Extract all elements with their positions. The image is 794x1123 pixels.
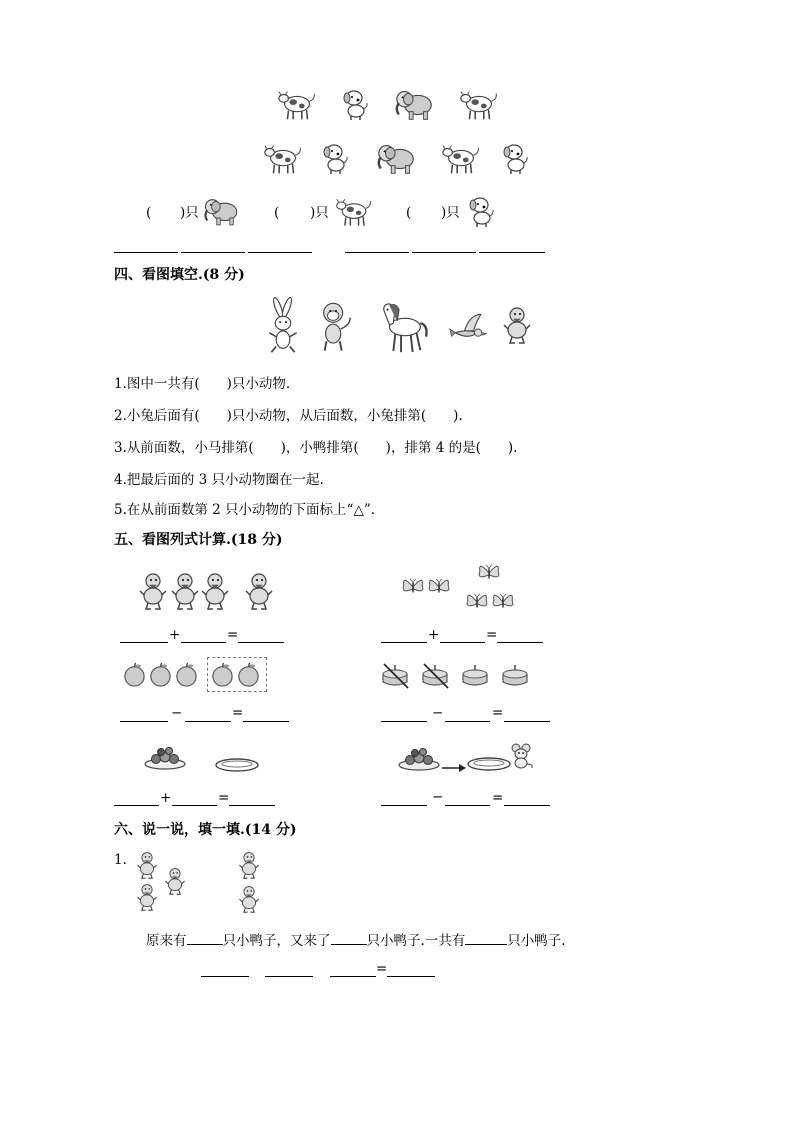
puppy-icon bbox=[340, 86, 370, 122]
puppy-icon bbox=[320, 140, 350, 176]
section-5-title: 五、看图列式计算.(18 分) bbox=[114, 532, 283, 548]
duck-icon bbox=[138, 568, 168, 614]
equals-sign: = bbox=[492, 705, 504, 721]
question-1: 1.图中一共有( )只小动物. bbox=[114, 376, 291, 392]
blank-line bbox=[265, 976, 313, 977]
sentence-part-4: 只小鸭子. bbox=[507, 933, 566, 949]
duck-icon bbox=[244, 568, 274, 614]
butterfly-icon bbox=[478, 563, 500, 583]
cross-out-mark bbox=[382, 660, 410, 690]
blank-line bbox=[120, 642, 168, 643]
blank-line bbox=[181, 642, 226, 643]
blank-line bbox=[504, 721, 550, 722]
blank-line bbox=[185, 721, 231, 722]
duck-icon bbox=[136, 850, 158, 880]
fruit-plate-icon bbox=[142, 745, 188, 771]
blank-line bbox=[445, 805, 490, 806]
arrow-right-icon bbox=[441, 758, 467, 768]
blank-line bbox=[440, 642, 485, 643]
count-prompt-left: ( bbox=[146, 205, 152, 221]
apple-icon bbox=[174, 662, 199, 687]
equals-sign: = bbox=[232, 705, 244, 721]
equals-sign: = bbox=[218, 790, 230, 806]
blank-line bbox=[381, 721, 427, 722]
question-3: 3.从前面数，小马排第( )，小鸭排第( )，排第 4 的是( ). bbox=[114, 440, 518, 456]
empty-plate-icon bbox=[214, 755, 260, 775]
butterfly-icon bbox=[402, 577, 424, 597]
equals-sign: = bbox=[227, 627, 239, 643]
puppy-icon bbox=[466, 193, 496, 229]
sentence-part-1: 原来有 bbox=[146, 933, 187, 949]
cake-icon bbox=[460, 662, 490, 688]
blank-line bbox=[120, 721, 168, 722]
bird-icon bbox=[448, 312, 490, 346]
duck-icon bbox=[200, 568, 230, 614]
count-prompt-left: ( bbox=[274, 205, 280, 221]
blank-line bbox=[387, 976, 435, 977]
blank-line bbox=[187, 932, 223, 945]
duck-icon bbox=[238, 850, 260, 880]
blank-line bbox=[181, 252, 245, 253]
duck-icon bbox=[164, 866, 186, 896]
cow-icon bbox=[262, 140, 304, 178]
blank-line bbox=[201, 976, 249, 977]
blank-line bbox=[497, 642, 543, 643]
blank-line bbox=[465, 932, 507, 945]
blank-line bbox=[381, 642, 427, 643]
equals-sign: = bbox=[492, 790, 504, 806]
cow-icon bbox=[458, 86, 500, 124]
blank-line bbox=[445, 721, 490, 722]
section-6-title: 六、说一说，填一填.(14 分) bbox=[114, 822, 297, 838]
equals-sign: = bbox=[486, 627, 498, 643]
cross-out-mark bbox=[422, 660, 450, 690]
monkey-icon bbox=[318, 298, 354, 356]
empty-plate-icon bbox=[466, 754, 512, 774]
question-4: 4.把最后面的 3 只小动物圈在一起. bbox=[114, 472, 324, 488]
butterfly-icon bbox=[466, 592, 488, 612]
blank-line bbox=[229, 805, 275, 806]
horse-icon bbox=[376, 298, 430, 356]
cow-icon bbox=[334, 194, 374, 230]
blank-line bbox=[345, 252, 409, 253]
cake-icon bbox=[500, 662, 530, 688]
plus-sign: + bbox=[428, 627, 440, 643]
blank-line bbox=[238, 642, 284, 643]
rabbit-icon bbox=[266, 296, 300, 358]
minus-sign: − bbox=[171, 705, 183, 721]
fruit-plate-icon bbox=[396, 746, 442, 772]
blank-line bbox=[330, 976, 376, 977]
minus-sign: − bbox=[432, 789, 444, 805]
count-prompt-right: )只 bbox=[441, 205, 460, 221]
sentence-part-2: 只小鸭子，又来了 bbox=[222, 933, 331, 949]
butterfly-icon bbox=[428, 577, 450, 597]
count-prompt-right: )只 bbox=[310, 205, 329, 221]
cow-icon bbox=[440, 140, 482, 178]
elephant-icon bbox=[393, 84, 437, 124]
section-4-title: 四、看图填空.(8 分) bbox=[114, 267, 245, 283]
elephant-icon bbox=[375, 138, 419, 178]
duck-icon bbox=[502, 302, 532, 348]
item-number: 1. bbox=[114, 852, 127, 868]
apple-icon bbox=[148, 662, 173, 687]
duck-icon bbox=[136, 882, 158, 912]
blank-line bbox=[248, 252, 312, 253]
apple-icon bbox=[236, 662, 261, 687]
cow-icon bbox=[276, 86, 318, 124]
mouse-icon bbox=[508, 742, 534, 770]
duck-sentence bbox=[146, 932, 566, 949]
plus-sign: + bbox=[169, 627, 181, 643]
question-5: 5.在从前面数第 2 只小动物的下面标上“△”. bbox=[114, 502, 376, 518]
minus-sign: − bbox=[432, 705, 444, 721]
blank-line bbox=[331, 932, 367, 945]
question-2: 2.小兔后面有( )只小动物，从后面数，小兔排第( ). bbox=[114, 408, 463, 424]
plus-sign: + bbox=[160, 790, 172, 806]
butterfly-icon bbox=[492, 592, 514, 612]
blank-line bbox=[243, 721, 289, 722]
puppy-icon bbox=[500, 140, 530, 176]
count-prompt-left: ( bbox=[406, 205, 412, 221]
blank-line bbox=[381, 805, 427, 806]
blank-line bbox=[114, 252, 178, 253]
apple-icon bbox=[210, 662, 235, 687]
blank-line bbox=[504, 805, 550, 806]
equals-sign: = bbox=[376, 961, 388, 977]
blank-line bbox=[412, 252, 476, 253]
blank-line bbox=[172, 805, 217, 806]
blank-line bbox=[479, 252, 545, 253]
sentence-part-3: 只小鸭子.一共有 bbox=[366, 933, 466, 949]
blank-line bbox=[114, 805, 159, 806]
apple-icon bbox=[122, 662, 147, 687]
elephant-icon bbox=[202, 193, 242, 229]
duck-icon bbox=[170, 568, 200, 614]
count-prompt-right: )只 bbox=[180, 205, 199, 221]
duck-icon bbox=[238, 884, 260, 914]
